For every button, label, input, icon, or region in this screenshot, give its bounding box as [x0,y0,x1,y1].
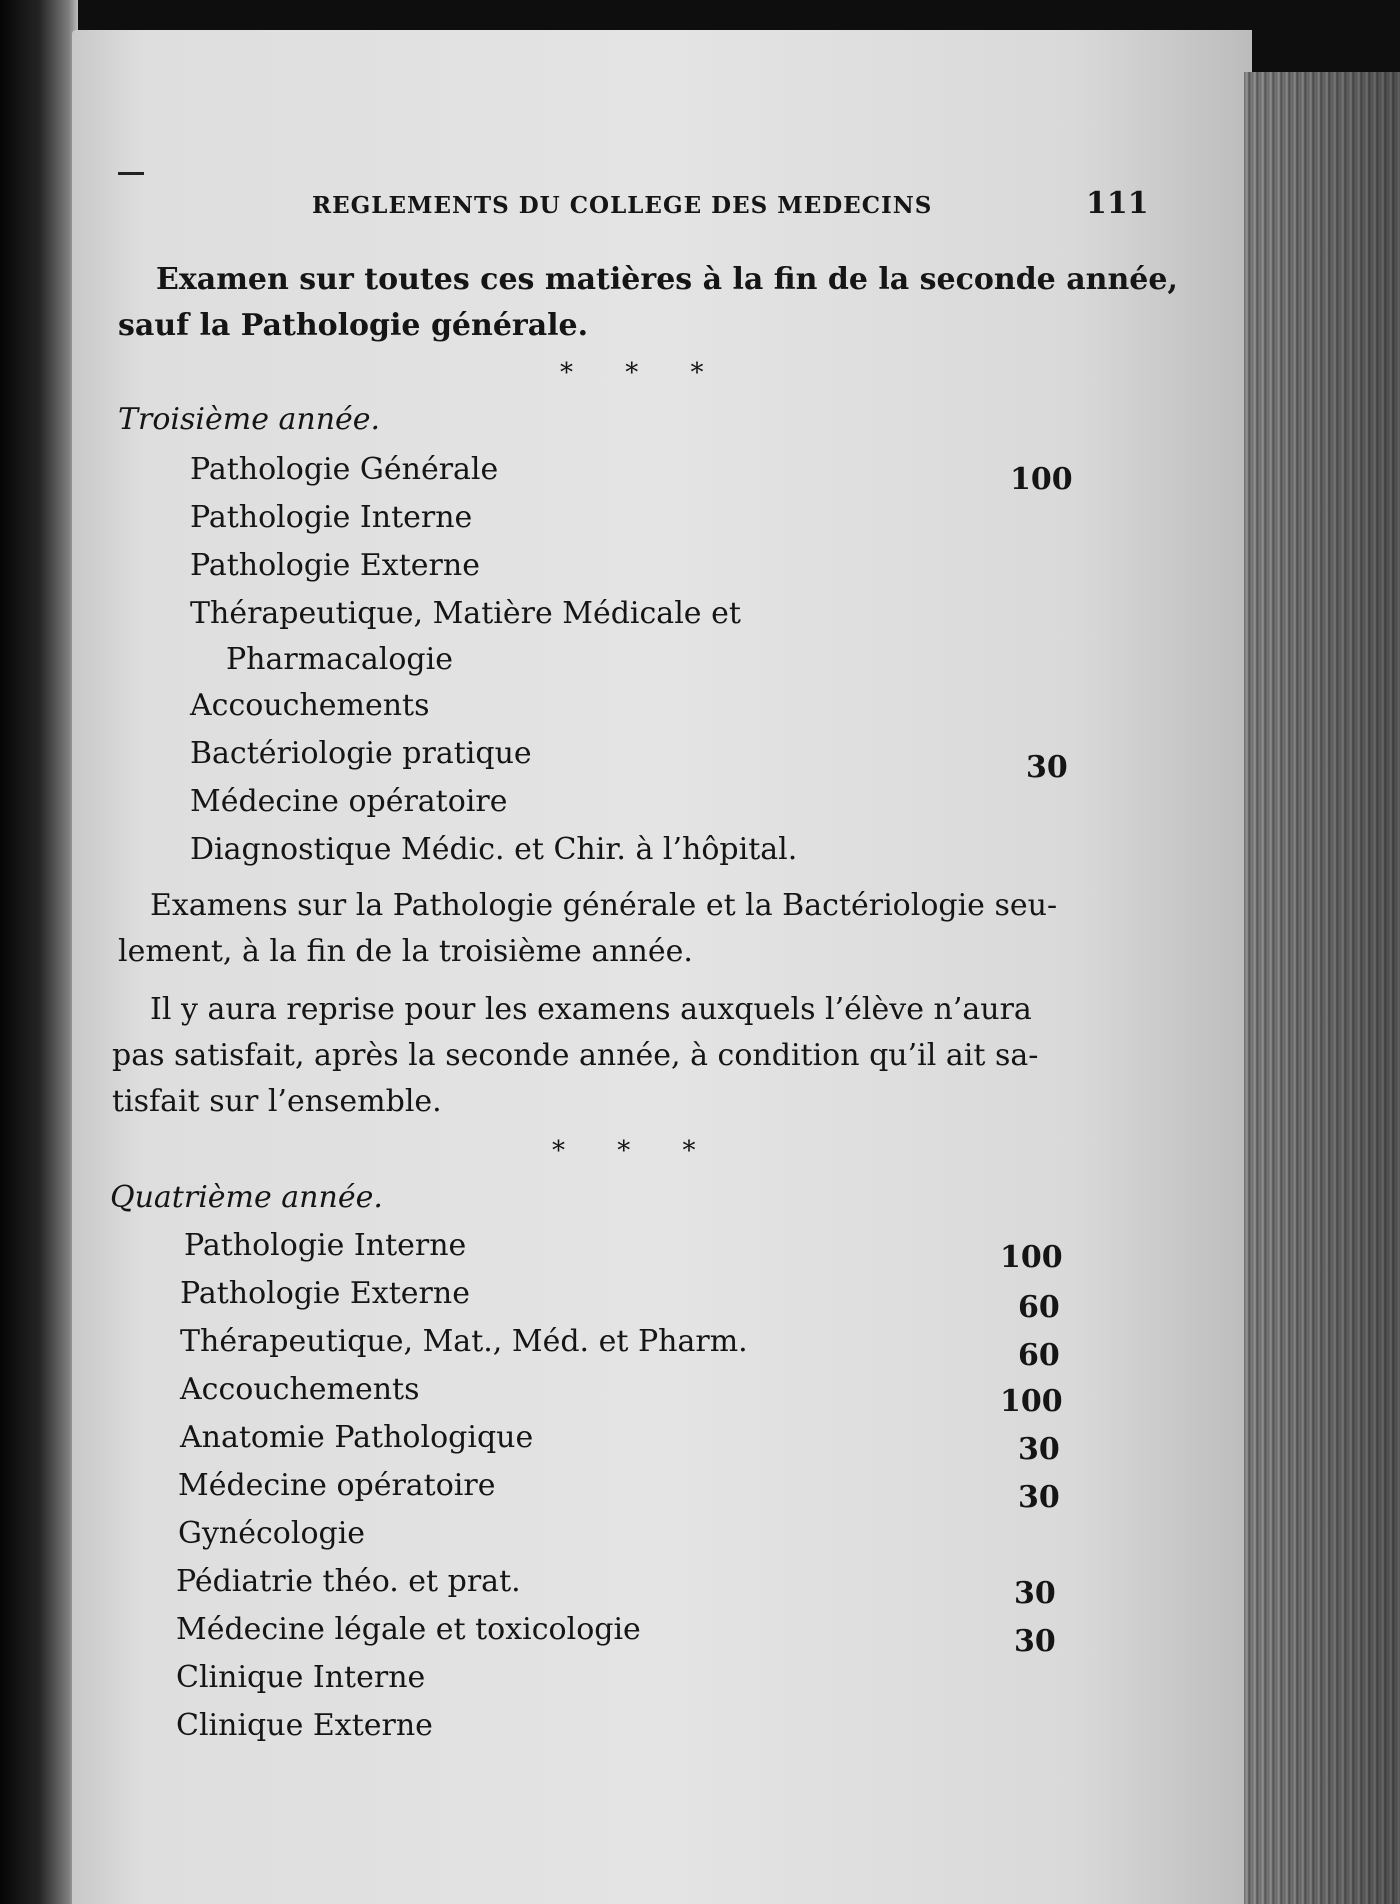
fourth-year-item-label: Clinique Interne [176,1660,426,1695]
third-year-item-label: Pathologie Générale [190,452,499,487]
third-year-item-label: Pharmacalogie [226,642,453,677]
third-year-item-value: 30 [1026,750,1068,785]
fourth-year-item-label: Anatomie Pathologique [180,1420,534,1455]
note-2-line-3: tisfait sur l’ensemble. [112,1084,442,1119]
fourth-year-item-label: Accouchements [180,1372,420,1407]
note-2-line-2: pas satisfait, après la seconde année, à condition qu’il ait sa- [112,1038,1039,1073]
fourth-year-item-label: Pédiatrie théo. et prat. [176,1564,521,1599]
page-edges [1244,72,1400,1904]
fourth-year-item-label: Thérapeutique, Mat., Méd. et Pharm. [180,1324,748,1359]
third-year-item-label: Pathologie Externe [190,548,480,583]
fourth-year-item-label: Médecine opératoire [178,1468,496,1503]
third-year-item-label: Bactériologie pratique [190,736,532,771]
intro-line-1: Examen sur toutes ces matières à la fin de la seconde année, [156,262,1178,297]
fourth-year-item-value: 30 [1014,1624,1056,1659]
fourth-year-title: Quatrième année. [110,1180,383,1215]
note-2-line-1: Il y aura reprise pour les examens auxquels l’élève n’aura [150,992,1032,1027]
fourth-year-item-value: 100 [1000,1384,1063,1419]
third-year-title: Troisième année. [118,402,381,437]
fourth-year-item-value: 30 [1014,1576,1056,1611]
fourth-year-item-value: 60 [1018,1290,1060,1325]
note-1-line-2: lement, à la fin de la troisième année. [118,934,693,969]
fourth-year-item-label: Clinique Externe [176,1708,433,1743]
header-dash [118,172,144,175]
section-separator-1: * * * [560,358,726,388]
running-title: REGLEMENTS DU COLLEGE DES MEDECINS [312,192,933,219]
fourth-year-item-value: 100 [1000,1240,1063,1275]
fourth-year-item-label: Gynécologie [178,1516,366,1551]
page-number: 111 [1086,186,1149,221]
fourth-year-item-label: Pathologie Interne [184,1228,467,1263]
third-year-item-value: 100 [1010,462,1073,497]
book-spine-shadow [0,0,78,1904]
third-year-item-label: Médecine opératoire [190,784,508,819]
note-1-line-1: Examens sur la Pathologie générale et la Bactériologie seu- [150,888,1058,923]
third-year-item-label: Diagnostique Médic. et Chir. à l’hôpital. [190,832,798,867]
section-separator-2: * * * [552,1136,718,1166]
fourth-year-item-value: 60 [1018,1338,1060,1373]
third-year-item-label: Accouchements [190,688,430,723]
third-year-item-label: Thérapeutique, Matière Médicale et [190,596,741,631]
intro-line-2: sauf la Pathologie générale. [118,308,589,343]
fourth-year-item-value: 30 [1018,1432,1060,1467]
fourth-year-item-label: Médecine légale et toxicologie [176,1612,641,1647]
third-year-item-label: Pathologie Interne [190,500,473,535]
fourth-year-item-label: Pathologie Externe [180,1276,470,1311]
fourth-year-item-value: 30 [1018,1480,1060,1515]
